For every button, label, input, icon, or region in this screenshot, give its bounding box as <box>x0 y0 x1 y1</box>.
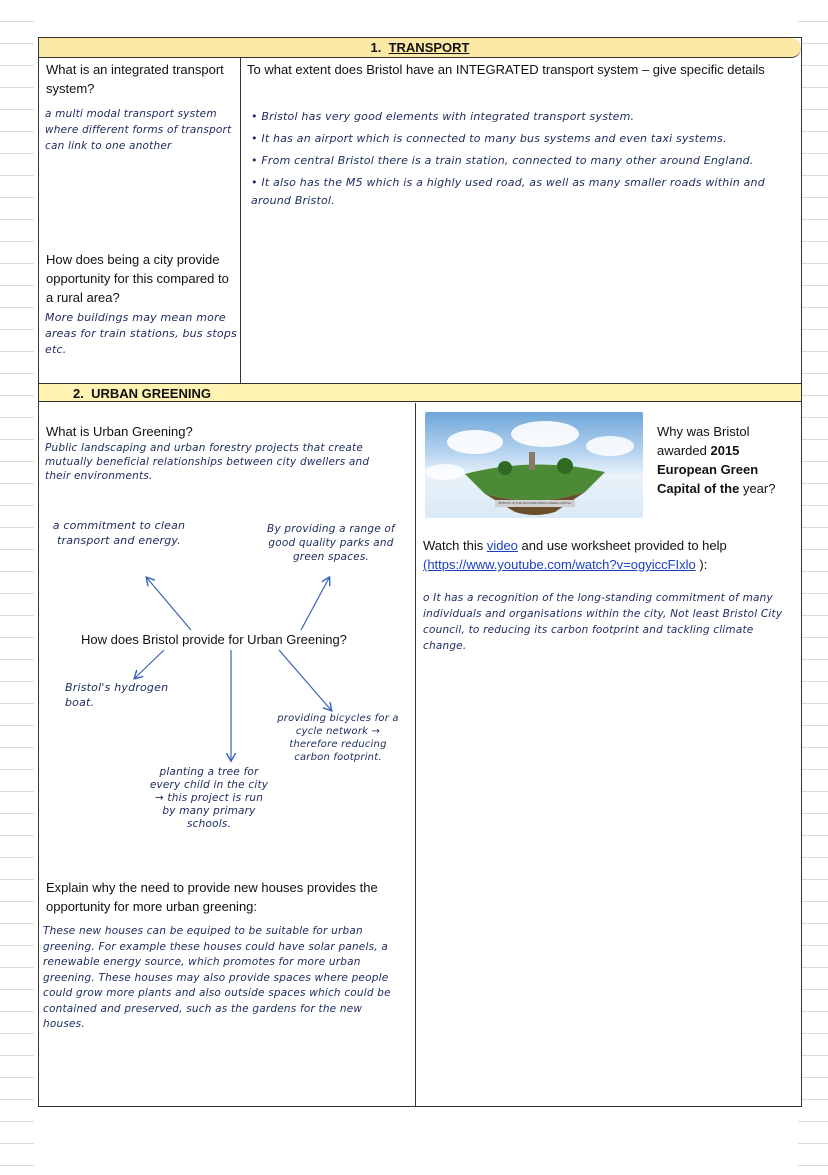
answer-green-capital: o It has a recognition of the long-standing commitment of many individuals and organisations within the city, Not least Bristol City council, to reducing its carbon footprint and tackling climate change. <box>423 592 783 652</box>
worksheet <box>38 37 802 1107</box>
video-url-link[interactable]: (https://www.youtube.com/watch?v=ogyiccFIxlo <box>423 557 696 572</box>
answer-city: More buildings may mean more areas for train stations, bus stops etc. <box>45 311 237 356</box>
bullet-4: • It also has the M5 which is a highly used road, as well as many smaller roads within and around Bristol. <box>251 176 765 207</box>
answer-integrated: a multi modal transport system where different forms of transport can link to one another <box>45 108 232 152</box>
image-caption: BRISTOL IS THE 2015 EUROPEAN GREEN CAPITAL <box>498 501 572 505</box>
watch-text-after: and use worksheet provided to help <box>517 538 727 553</box>
arrow-transport <box>147 578 191 630</box>
watch-text: Watch this <box>423 538 487 553</box>
question-extent: To what extent does Bristol have an INTEGRATED transport system – give specific details <box>247 62 765 77</box>
why-question-end: year? <box>739 481 776 496</box>
spider-center-question: How does Bristol provide for Urban Greening? <box>81 632 347 647</box>
arrow-parks <box>301 578 329 630</box>
arrow-bicycles <box>279 650 331 710</box>
why-question-bold: 2015 European Green Capital of the <box>657 443 759 496</box>
bullet-3: • From central Bristol there is a train station, connected to many other around England. <box>251 154 754 167</box>
question-integrated: What is an integrated transport system? <box>46 62 224 96</box>
green-capital-image <box>425 412 643 518</box>
spider-bicycles: providing bicycles for a cycle network → therefore reducing carbon footprint. <box>277 713 399 763</box>
why-question-text: Why was Bristol awarded <box>657 424 750 458</box>
spider-parks: By providing a range of good quality parks and green spaces. <box>267 523 395 563</box>
ruled-margin-left <box>0 0 34 1175</box>
url-end: ): <box>699 557 708 572</box>
section-number: 2. <box>73 386 84 401</box>
column-divider <box>415 403 416 1106</box>
question-green-capital <box>657 422 791 498</box>
video-link[interactable]: video <box>486 538 518 553</box>
watch-video-instruction <box>423 536 797 574</box>
spider-boat: Bristol's hydrogen boat. <box>65 681 169 709</box>
bullet-2: • It has an airport which is connected to many bus systems and even taxi systems. <box>251 132 727 145</box>
answer-new-houses: These new houses can be equiped to be suitable for urban greening. For example these houses could have solar panels, a renewable energy source, which promotes for more urban greening. These houses may also provide spaces where people could grow more plants and also outside spaces which could be contained and preserved, such as the gardens for the new houses. <box>43 925 391 1030</box>
question-city: How does being a city provide opportunity for this compared to a rural area? <box>46 252 229 305</box>
bullet-1: • Bristol has very good elements with integrated transport system. <box>251 110 635 123</box>
question-urban-greening: What is Urban Greening? <box>46 424 193 439</box>
section-number: 1. <box>370 40 382 55</box>
question-new-houses: Explain why the need to provide new houses provides the opportunity for more urban greening: <box>46 880 378 914</box>
arrow-boat <box>135 650 164 678</box>
section-title: URBAN GREENING <box>91 386 211 401</box>
ruled-margin-right <box>798 0 828 1175</box>
answer-urban-greening: Public landscaping and urban forestry projects that create mutually beneficial relationships between city dwellers and their environments. <box>45 442 370 482</box>
spider-transport: a commitment to clean transport and energy. <box>52 519 186 547</box>
spider-tree: planting a tree for every child in the city → this project is run by many primary schools. <box>149 766 269 830</box>
section-title: TRANSPORT <box>388 40 470 55</box>
